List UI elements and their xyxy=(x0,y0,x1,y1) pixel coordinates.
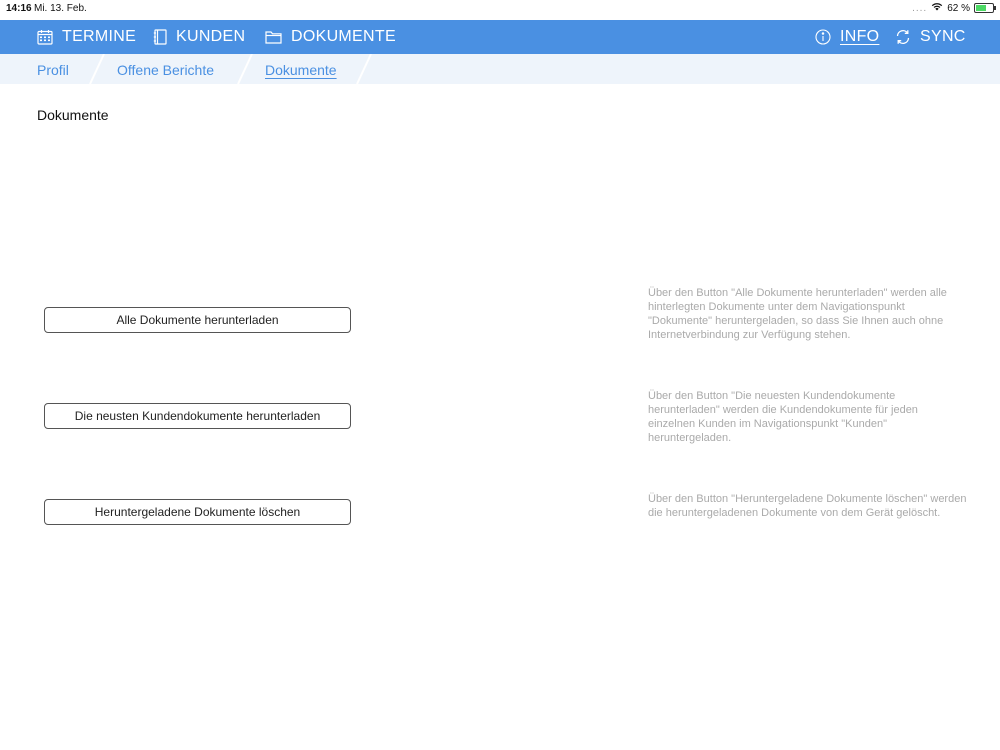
battery-percent: 62 % xyxy=(947,2,970,14)
nav-item-dokumente[interactable] xyxy=(265,20,396,54)
download-all-documents-description: Über den Button "Alle Dokumente herunterladen" werden alle hinterlegten Dokumente unter dem Navigationspunkt "Dokumente" heruntergeladen, so dass Sie Ihnen auch ohne Internetverbindung zur Verfügung stehen. xyxy=(648,287,947,341)
breadcrumb-separator xyxy=(350,54,380,84)
nav-label-kunden: KUNDEN xyxy=(176,28,246,45)
nav-label-dokumente: DOKUMENTE xyxy=(291,28,396,45)
sync-icon xyxy=(895,29,911,45)
battery-level xyxy=(976,5,986,11)
folder-icon xyxy=(265,30,282,44)
nav-label-sync: SYNC xyxy=(920,28,966,45)
nav-item-info[interactable] xyxy=(815,20,879,54)
nav-item-termine[interactable] xyxy=(37,20,136,54)
nav-item-sync[interactable] xyxy=(895,20,966,54)
breadcrumb-item-dokumente[interactable]: Dokumente xyxy=(265,62,337,78)
nav-label-termine: TERMINE xyxy=(62,28,137,45)
download-all-documents-button[interactable]: Alle Dokumente herunterladen xyxy=(44,307,351,333)
status-bar xyxy=(0,0,1000,20)
delete-downloaded-documents-button[interactable]: Heruntergeladene Dokumente löschen xyxy=(44,499,351,525)
main-navigation xyxy=(0,20,1000,54)
breadcrumb-separator xyxy=(83,54,113,84)
delete-downloaded-documents-description: Über den Button "Heruntergeladene Dokumente löschen" werden die heruntergeladenen Dokumente von dem Gerät gelöscht. xyxy=(648,493,967,519)
wifi-icon xyxy=(931,2,943,14)
status-time: 14:16 xyxy=(6,3,32,14)
breadcrumb-item-offene-berichte[interactable]: Offene Berichte xyxy=(117,62,215,78)
breadcrumb-separator xyxy=(231,54,261,84)
breadcrumb-item-profil[interactable]: Profil xyxy=(37,62,69,78)
status-indicators xyxy=(912,2,994,14)
page-title: Dokumente xyxy=(37,107,109,123)
book-icon xyxy=(153,29,167,45)
nav-label-info: INFO xyxy=(840,28,880,45)
calendar-icon xyxy=(37,29,53,45)
cellular-signal-icon: .... xyxy=(912,2,928,14)
breadcrumb xyxy=(0,54,1000,84)
info-icon xyxy=(815,29,831,45)
download-latest-customer-documents-description: Über den Button "Die neuesten Kundendokumente herunterladen" werden die Kundendokumente für jeden einzelnen Kunden im Navigationspunkt "Kunden" heruntergeladen. xyxy=(648,390,918,444)
battery-icon xyxy=(974,3,994,13)
nav-item-kunden[interactable] xyxy=(153,20,245,54)
download-latest-customer-documents-button[interactable]: Die neusten Kundendokumente herunterladen xyxy=(44,403,351,429)
status-date: Mi. 13. Feb. xyxy=(34,3,87,14)
